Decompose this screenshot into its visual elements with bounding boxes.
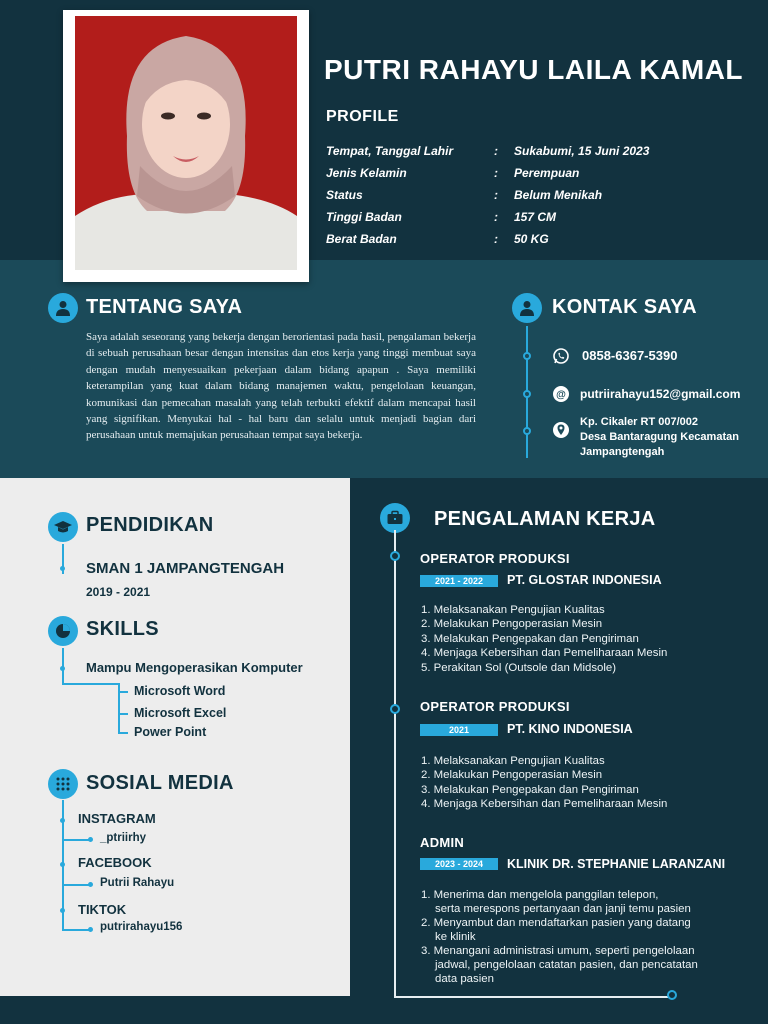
job-task: 3. Melakukan Pengepakan dan Pengiriman <box>421 632 639 645</box>
bullet-dot <box>60 908 65 913</box>
job-task: 2. Menyambut dan mendaftarkan pasien yang datang <box>421 917 691 929</box>
timeline-dot <box>390 704 400 714</box>
social-connector <box>62 839 90 841</box>
footer-band <box>0 996 768 1024</box>
bullet-dot <box>88 882 93 887</box>
job-task: 2. Melakukan Pengoperasian Mesin <box>421 769 603 782</box>
social-handle[interactable]: Putrii Rahayu <box>100 877 175 889</box>
job-company: KLINIK DR. STEPHANIE LARANZANI <box>507 857 726 871</box>
profile-value: Belum Menikah <box>514 188 603 202</box>
contact-email[interactable]: putriirahayu152@gmail.com <box>580 387 741 401</box>
social-connector <box>62 884 90 886</box>
profile-value: 157 CM <box>514 210 557 224</box>
job-period-badge: 2021 <box>420 724 498 736</box>
user-icon <box>48 293 78 323</box>
social-platform: INSTAGRAM <box>78 811 156 826</box>
contact-address <box>580 415 739 460</box>
job-task: serta merespons pertanyaan dan janji temu pasien <box>435 903 691 915</box>
timeline-dot <box>523 427 531 435</box>
profile-separator: : <box>494 232 498 246</box>
experience-heading: PENGALAMAN KERJA <box>434 508 656 530</box>
social-handle[interactable]: putrirahayu156 <box>100 921 183 933</box>
job-task: 2. Melakukan Pengoperasian Mesin <box>421 618 603 631</box>
skill-item: Microsoft Excel <box>134 706 227 720</box>
profile-row <box>326 162 714 184</box>
svg-text:@: @ <box>556 389 566 401</box>
bullet-dot <box>88 927 93 932</box>
profile-separator: : <box>494 188 498 202</box>
job-task: 4. Menjaga Kebersihan dan Pemeliharaan Mesin <box>421 798 668 811</box>
job-task: 1. Menerima dan mengelola panggilan telepon, <box>421 889 659 901</box>
job-task-list <box>421 888 698 986</box>
profile-separator: : <box>494 144 498 158</box>
bullet-dot <box>60 666 65 671</box>
profile-heading: PROFILE <box>326 108 399 125</box>
social-heading: SOSIAL MEDIA <box>86 772 234 794</box>
skill-item: Power Point <box>134 725 207 739</box>
school-name: SMAN 1 JAMPANGTENGAH <box>86 560 285 577</box>
job-period-badge: 2021 - 2022 <box>420 575 498 587</box>
skill-main: Mampu Mengoperasikan Komputer <box>86 660 303 675</box>
profile-row <box>326 228 714 250</box>
skills-connector <box>62 683 118 685</box>
bullet-dot <box>60 818 65 823</box>
address-line: Desa Bantaragung Kecamatan <box>580 431 739 443</box>
job-task: 1. Melaksanakan Pengujian Kualitas <box>421 604 605 616</box>
full-name: PUTRI RAHAYU LAILA KAMAL <box>324 54 744 85</box>
job-task: 3. Melakukan Pengepakan dan Pengiriman <box>421 783 639 796</box>
profile-label: Jenis Kelamin <box>326 166 407 180</box>
job-task: 3. Menangani administrasi umum, seperti pengelolaan <box>421 945 695 957</box>
whatsapp-icon <box>552 347 570 365</box>
job-period-badge: 2023 - 2024 <box>420 858 498 870</box>
graduation-cap-icon <box>48 512 78 542</box>
timeline-dot <box>667 990 677 1000</box>
bullet-dot <box>88 837 93 842</box>
profile-label: Tempat, Tanggal Lahir <box>326 144 454 158</box>
profile-value: Perempuan <box>514 166 580 180</box>
profile-value: Sukabumi, 15 Juni 2023 <box>514 144 650 158</box>
education-heading: PENDIDIKAN <box>86 514 214 536</box>
profile-label: Status <box>326 188 363 202</box>
skills-connector <box>118 713 128 715</box>
profile-label: Berat Badan <box>326 232 397 246</box>
profile-row <box>326 184 714 206</box>
social-platform: TIKTOK <box>78 902 127 917</box>
profile-row <box>326 140 714 162</box>
skills-connector <box>118 691 128 693</box>
timeline-dot <box>523 352 531 360</box>
skill-item: Microsoft Word <box>134 684 226 698</box>
bullet-dot <box>60 862 65 867</box>
experience-timeline <box>394 530 396 996</box>
about-text: Saya adalah seseorang yang bekerja dengan berorientasi pada hasil, pengalaman bekerja di sebuah perusahaan besar dengan intensitas dan etos kerja yang tinggi membuat saya dengan mudah menyesuaikan pekerjaan dalam bidang apapun . Saya memiliki keterampilan yang kuat dalam bidang manajemen waktu, pengelolaan keuangan, komunikasi dan pemecahan masalah yang telah terbukti efektif dalam mencapai hasil yang signifikan. Menyukai hal - hal baru dan selalu untuk menjadi bagian dari perusahaan untuk memajukan perusahaan tempat saya bekerja. <box>86 331 476 442</box>
timeline-dot <box>523 390 531 398</box>
about-heading: TENTANG SAYA <box>86 296 243 318</box>
social-platform: FACEBOOK <box>78 855 152 870</box>
job-company: PT. KINO INDONESIA <box>507 722 633 736</box>
skills-connector <box>118 732 128 734</box>
user-icon <box>512 293 542 323</box>
job-role: OPERATOR PRODUKSI <box>420 551 570 566</box>
experience-timeline-end <box>394 996 670 998</box>
contact-phone[interactable]: 0858-6367-5390 <box>582 348 678 363</box>
timeline-dot <box>390 551 400 561</box>
job-company: PT. GLOSTAR INDONESIA <box>507 573 662 587</box>
profile-label: Tinggi Badan <box>326 210 402 224</box>
skills-heading: SKILLS <box>86 618 159 640</box>
profile-separator: : <box>494 210 498 224</box>
address-line: Kp. Cikaler RT 007/002 <box>580 416 699 428</box>
briefcase-icon <box>380 503 410 533</box>
job-task: ke klinik <box>435 931 476 943</box>
profile-row <box>326 206 714 228</box>
job-task: jadwal, pengelolaan catatan pasien, dan pencatatan <box>435 959 698 971</box>
location-pin-icon <box>552 421 570 439</box>
job-task: 5. Perakitan Sol (Outsole dan Midsole) <box>421 661 617 674</box>
profile-separator: : <box>494 166 498 180</box>
job-task-list <box>421 603 667 675</box>
bullet-dot <box>60 566 65 571</box>
social-handle[interactable]: _ptriirhy <box>100 832 147 844</box>
profile-value: 50 KG <box>514 232 549 246</box>
profile-table <box>326 140 714 250</box>
contact-heading: KONTAK SAYA <box>552 296 697 318</box>
job-role: OPERATOR PRODUKSI <box>420 699 570 714</box>
address-line: Jampangtengah <box>580 446 665 458</box>
pie-chart-icon <box>48 616 78 646</box>
job-task: 4. Menjaga Kebersihan dan Pemeliharaan Mesin <box>421 647 668 660</box>
job-task: 1. Melaksanakan Pengujian Kualitas <box>421 755 605 767</box>
job-task: data pasien <box>435 973 494 985</box>
email-icon <box>552 385 570 403</box>
profile-photo-frame <box>63 10 309 282</box>
job-role: ADMIN <box>420 835 465 850</box>
school-years: 2019 - 2021 <box>86 585 151 599</box>
social-connector <box>62 929 90 931</box>
grid-dots-icon <box>48 769 78 799</box>
profile-photo <box>75 16 297 270</box>
job-task-list <box>421 754 667 812</box>
